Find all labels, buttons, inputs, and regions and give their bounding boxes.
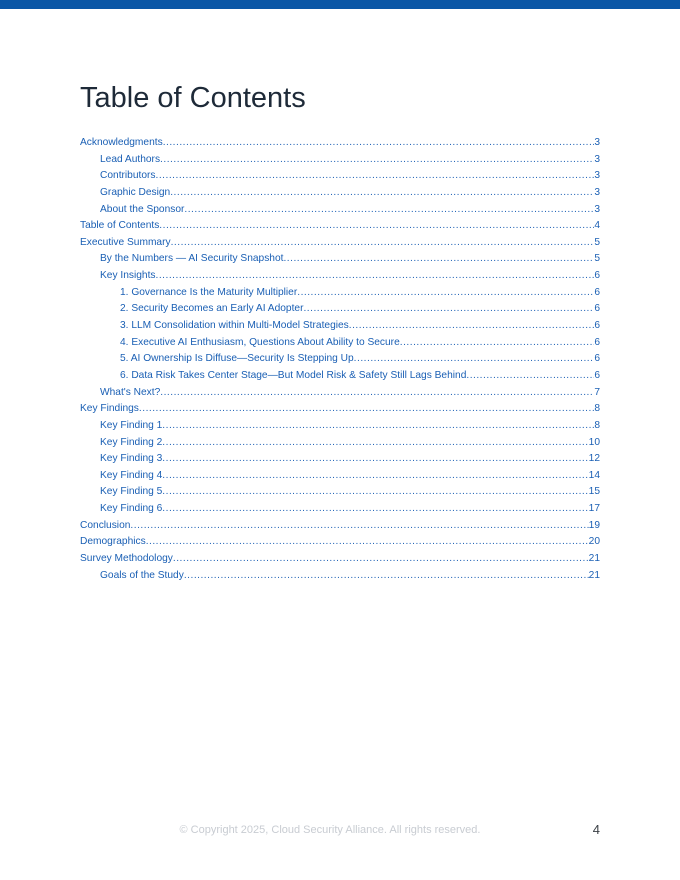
toc-entry-label: Demographics	[80, 536, 146, 548]
toc-entry[interactable]	[80, 453, 600, 470]
toc-entry-page-number: 6	[594, 353, 600, 365]
toc-entry-label: 3. LLM Consolidation within Multi-Model Strategies	[120, 320, 349, 332]
toc-dot-leader	[159, 220, 594, 231]
toc-entry-label: Key Finding 4	[100, 469, 163, 481]
toc-entry-page-number: 8	[594, 403, 600, 415]
toc-entry-page-number: 14	[588, 469, 600, 481]
toc-entry-label: Key Findings	[80, 403, 139, 415]
toc-entry[interactable]	[80, 237, 600, 254]
toc-entry[interactable]	[80, 337, 600, 354]
toc-dot-leader	[156, 170, 595, 181]
toc-dot-leader	[162, 470, 588, 481]
toc-entry-label: Key Finding 6	[100, 503, 163, 515]
toc-dot-leader	[163, 137, 595, 148]
toc-entry-label: Graphic Design	[100, 186, 171, 198]
toc-entry-page-number: 8	[594, 419, 600, 431]
toc-entry[interactable]	[80, 370, 600, 387]
toc-dot-leader	[162, 437, 588, 448]
toc-dot-leader	[146, 536, 589, 547]
toc-entry-label: 6. Data Risk Takes Center Stage—But Model Risk & Safety Still Lags Behind	[120, 369, 467, 381]
toc-entry[interactable]	[80, 353, 600, 370]
toc-dot-leader	[173, 553, 589, 564]
toc-entry-label: Key Finding 3	[100, 453, 163, 465]
toc-entry-label: Table of Contents	[80, 220, 160, 232]
toc-entry[interactable]	[80, 536, 600, 553]
toc-dot-leader	[162, 503, 588, 514]
toc-entry[interactable]	[80, 437, 600, 454]
toc-dot-leader	[283, 253, 594, 264]
toc-entry-label: Executive Summary	[80, 236, 171, 248]
toc-entry[interactable]	[80, 303, 600, 320]
toc-dot-leader	[130, 520, 588, 531]
toc-dot-leader	[162, 486, 588, 497]
toc-dot-leader	[139, 403, 594, 414]
toc-entry-label: Key Insights	[100, 270, 156, 282]
toc-entry[interactable]	[80, 270, 600, 287]
toc-entry-label: Contributors	[100, 170, 156, 182]
toc-entry-label: By the Numbers — AI Security Snapshot	[100, 253, 284, 265]
toc-entry[interactable]	[80, 403, 600, 420]
toc-dot-leader	[171, 237, 595, 248]
toc-entry-label: Goals of the Study	[100, 569, 184, 581]
toc-entry-page-number: 12	[588, 453, 600, 465]
toc-entry[interactable]	[80, 204, 600, 221]
toc-dot-leader	[170, 187, 594, 198]
toc-dot-leader	[297, 287, 594, 298]
toc-entry[interactable]	[80, 387, 600, 404]
toc-entry[interactable]	[80, 570, 600, 587]
toc-entry-page-number: 7	[594, 386, 600, 398]
toc-entry-label: 2. Security Becomes an Early AI Adopter	[120, 303, 304, 315]
toc-entry-label: About the Sponsor	[100, 203, 185, 215]
page-title: Table of Contents	[80, 82, 306, 114]
toc-dot-leader	[184, 570, 589, 581]
toc-entry-page-number: 19	[588, 519, 600, 531]
toc-entry-page-number: 6	[594, 336, 600, 348]
toc-entry-label: Key Finding 1	[100, 419, 163, 431]
toc-entry-page-number: 3	[594, 170, 600, 182]
toc-entry-page-number: 15	[588, 486, 600, 498]
toc-entry[interactable]	[80, 187, 600, 204]
toc-entry-label: 1. Governance Is the Maturity Multiplier	[120, 286, 298, 298]
toc-entry[interactable]	[80, 520, 600, 537]
toc-entry-page-number: 21	[588, 569, 600, 581]
toc-entry-page-number: 6	[594, 270, 600, 282]
toc-entry[interactable]	[80, 253, 600, 270]
toc-entry-page-number: 4	[594, 220, 600, 232]
toc-entry-label: 4. Executive AI Enthusiasm, Questions About Ability to Secure	[120, 336, 400, 348]
toc-entry-label: Survey Methodology	[80, 553, 173, 565]
toc-entry[interactable]	[80, 486, 600, 503]
toc-dot-leader	[160, 387, 594, 398]
toc-entry-page-number: 3	[594, 137, 600, 148]
toc-entry-label: What's Next?	[100, 386, 161, 398]
toc-entry-page-number: 21	[588, 553, 600, 565]
toc-entry[interactable]	[80, 220, 600, 237]
toc-entry-label: Lead Authors	[100, 153, 161, 165]
toc-entry-page-number: 5	[594, 236, 600, 248]
toc-entry-page-number: 3	[594, 186, 600, 198]
footer-copyright: © Copyright 2025, Cloud Security Alliance. All rights reserved.	[179, 824, 481, 836]
toc-dot-leader	[303, 303, 594, 314]
toc-entry-page-number: 17	[588, 503, 600, 515]
toc-entry-page-number: 3	[594, 203, 600, 215]
toc-entry[interactable]	[80, 420, 600, 437]
toc-dot-leader	[160, 154, 594, 165]
toc-entry[interactable]	[80, 287, 600, 304]
toc-entry[interactable]	[80, 170, 600, 187]
toc-entry[interactable]	[80, 320, 600, 337]
toc-entry[interactable]	[80, 553, 600, 570]
toc-dot-leader	[400, 337, 595, 348]
toc-dot-leader	[466, 370, 594, 381]
top-accent-bar	[0, 0, 680, 9]
toc-dot-leader	[156, 270, 595, 281]
toc-entry[interactable]	[80, 503, 600, 520]
toc-dot-leader	[184, 204, 594, 215]
table-of-contents	[80, 137, 600, 586]
toc-entry-page-number: 5	[594, 253, 600, 265]
toc-entry-page-number: 10	[588, 436, 600, 448]
toc-dot-leader	[162, 420, 594, 431]
toc-dot-leader	[349, 320, 595, 331]
toc-entry-page-number: 6	[594, 369, 600, 381]
toc-entry-label: Conclusion	[80, 519, 131, 531]
toc-entry-label: Key Finding 5	[100, 486, 163, 498]
toc-entry-page-number: 20	[588, 536, 600, 548]
toc-entry-label: 5. AI Ownership Is Diffuse—Security Is Stepping Up	[120, 353, 354, 365]
footer-page-number: 4	[592, 822, 600, 837]
toc-entry[interactable]	[80, 154, 600, 171]
toc-dot-leader	[162, 453, 588, 464]
toc-entry-page-number: 6	[594, 320, 600, 332]
toc-dot-leader	[354, 353, 595, 364]
toc-entry[interactable]	[80, 470, 600, 487]
toc-entry[interactable]	[80, 137, 600, 154]
toc-entry-label: Acknowledgments	[80, 137, 163, 148]
toc-entry-page-number: 6	[594, 286, 600, 298]
toc-entry-page-number: 6	[594, 303, 600, 315]
toc-entry-label: Key Finding 2	[100, 436, 163, 448]
toc-entry-page-number: 3	[594, 153, 600, 165]
